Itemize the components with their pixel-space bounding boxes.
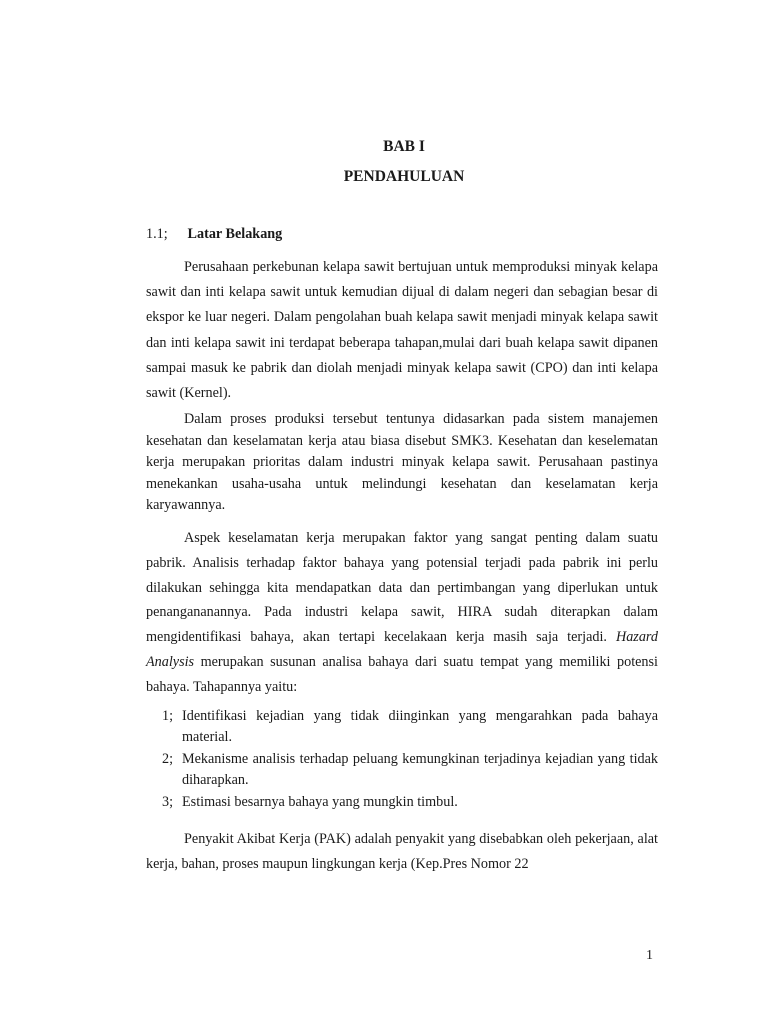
paragraph-4-block: [146, 827, 658, 877]
paragraph-2-block: [146, 409, 658, 517]
chapter-title: PENDAHULUAN: [343, 168, 465, 185]
paragraph-4: Penyakit Akibat Kerja (PAK) adalah penyakit yang disebabkan oleh pekerjaan, alat kerja, bahan, proses maupun lingkungan kerja (Kep.Pres Nomor 22: [146, 831, 658, 872]
paragraph-3-before: Aspek keselamatan kerja merupakan faktor yang sangat penting dalam suatu pabrik. Analisis terhadap faktor bahaya yang potensial terjadi pada pabrik ini perlu dilakukan sehingga kita mendapatkan data dan pertimbangan yang diperlukan untuk penangananannya. Pada industri kelapa sawit, HIRA sudah diterapkan dalam mengidentifikasi bahaya, akan tertapi kecelakaan kerja masih saja terjadi.: [146, 530, 658, 646]
paragraph-2: Dalam proses produksi tersebut tentunya didasarkan pada sistem manajemen kesehatan dan keselamatan kerja atau biasa disebut SMK3. Kesehatan dan keselematan kerja merupakan prioritas dalam industri minyak kelapa sawit. Perusahaan pastinya menekankan usaha-usaha untuk melindungi kesehatan dan keselamatan kerja karyawannya.: [146, 411, 658, 513]
page-number: 1: [646, 948, 653, 963]
section-heading: [146, 226, 282, 243]
list-marker: 2;: [162, 751, 174, 767]
list-item-text: Mekanisme analisis terhadap peluang kemungkinan terjadinya kejadian yang tidak diharapkan.: [182, 751, 658, 788]
list-item: [146, 792, 658, 813]
list-marker: 1;: [162, 708, 174, 724]
paragraph-3-block: [146, 526, 658, 700]
list-item: [146, 706, 658, 748]
list-item-text: Identifikasi kejadian yang tidak diinginkan yang mengarahkan pada bahaya material.: [182, 708, 658, 745]
list-marker: 3;: [162, 794, 174, 810]
paragraph-3-after: merupakan susunan analisa bahaya dari suatu tempat yang memiliki potensi bahaya. Tahapannya yaitu:: [146, 653, 658, 695]
paragraph-1: Perusahaan perkebunan kelapa sawit bertujuan untuk memproduksi minyak kelapa sawit dan inti kelapa sawit untuk kemudian dijual di dalam negeri dan sebagian besar di ekspor ke luar negeri. Dalam pengolahan buah kelapa sawit menjadi minyak kelapa sawit dan inti kelapa sawit ini terdapat beberapa tahapan,mulai dari buah kelapa sawit dipanen sampai masuk ke pabrik dan diolah menjadi minyak kelapa sawit (CPO) dan inti kelapa sawit (Kernel).: [146, 259, 658, 402]
steps-list-block: [146, 706, 658, 814]
steps-list: [146, 706, 658, 813]
paragraph-1-block: [146, 255, 658, 406]
chapter-number: BAB I: [383, 138, 425, 155]
section-title: Latar Belakang: [187, 226, 283, 242]
list-item: [146, 749, 658, 791]
section-number: 1.1;: [146, 226, 168, 242]
paragraph-3: [146, 526, 658, 700]
list-item-text: Estimasi besarnya bahaya yang mungkin timbul.: [182, 794, 458, 810]
hazard-analysis-term: Hazard Analysis: [146, 629, 658, 670]
